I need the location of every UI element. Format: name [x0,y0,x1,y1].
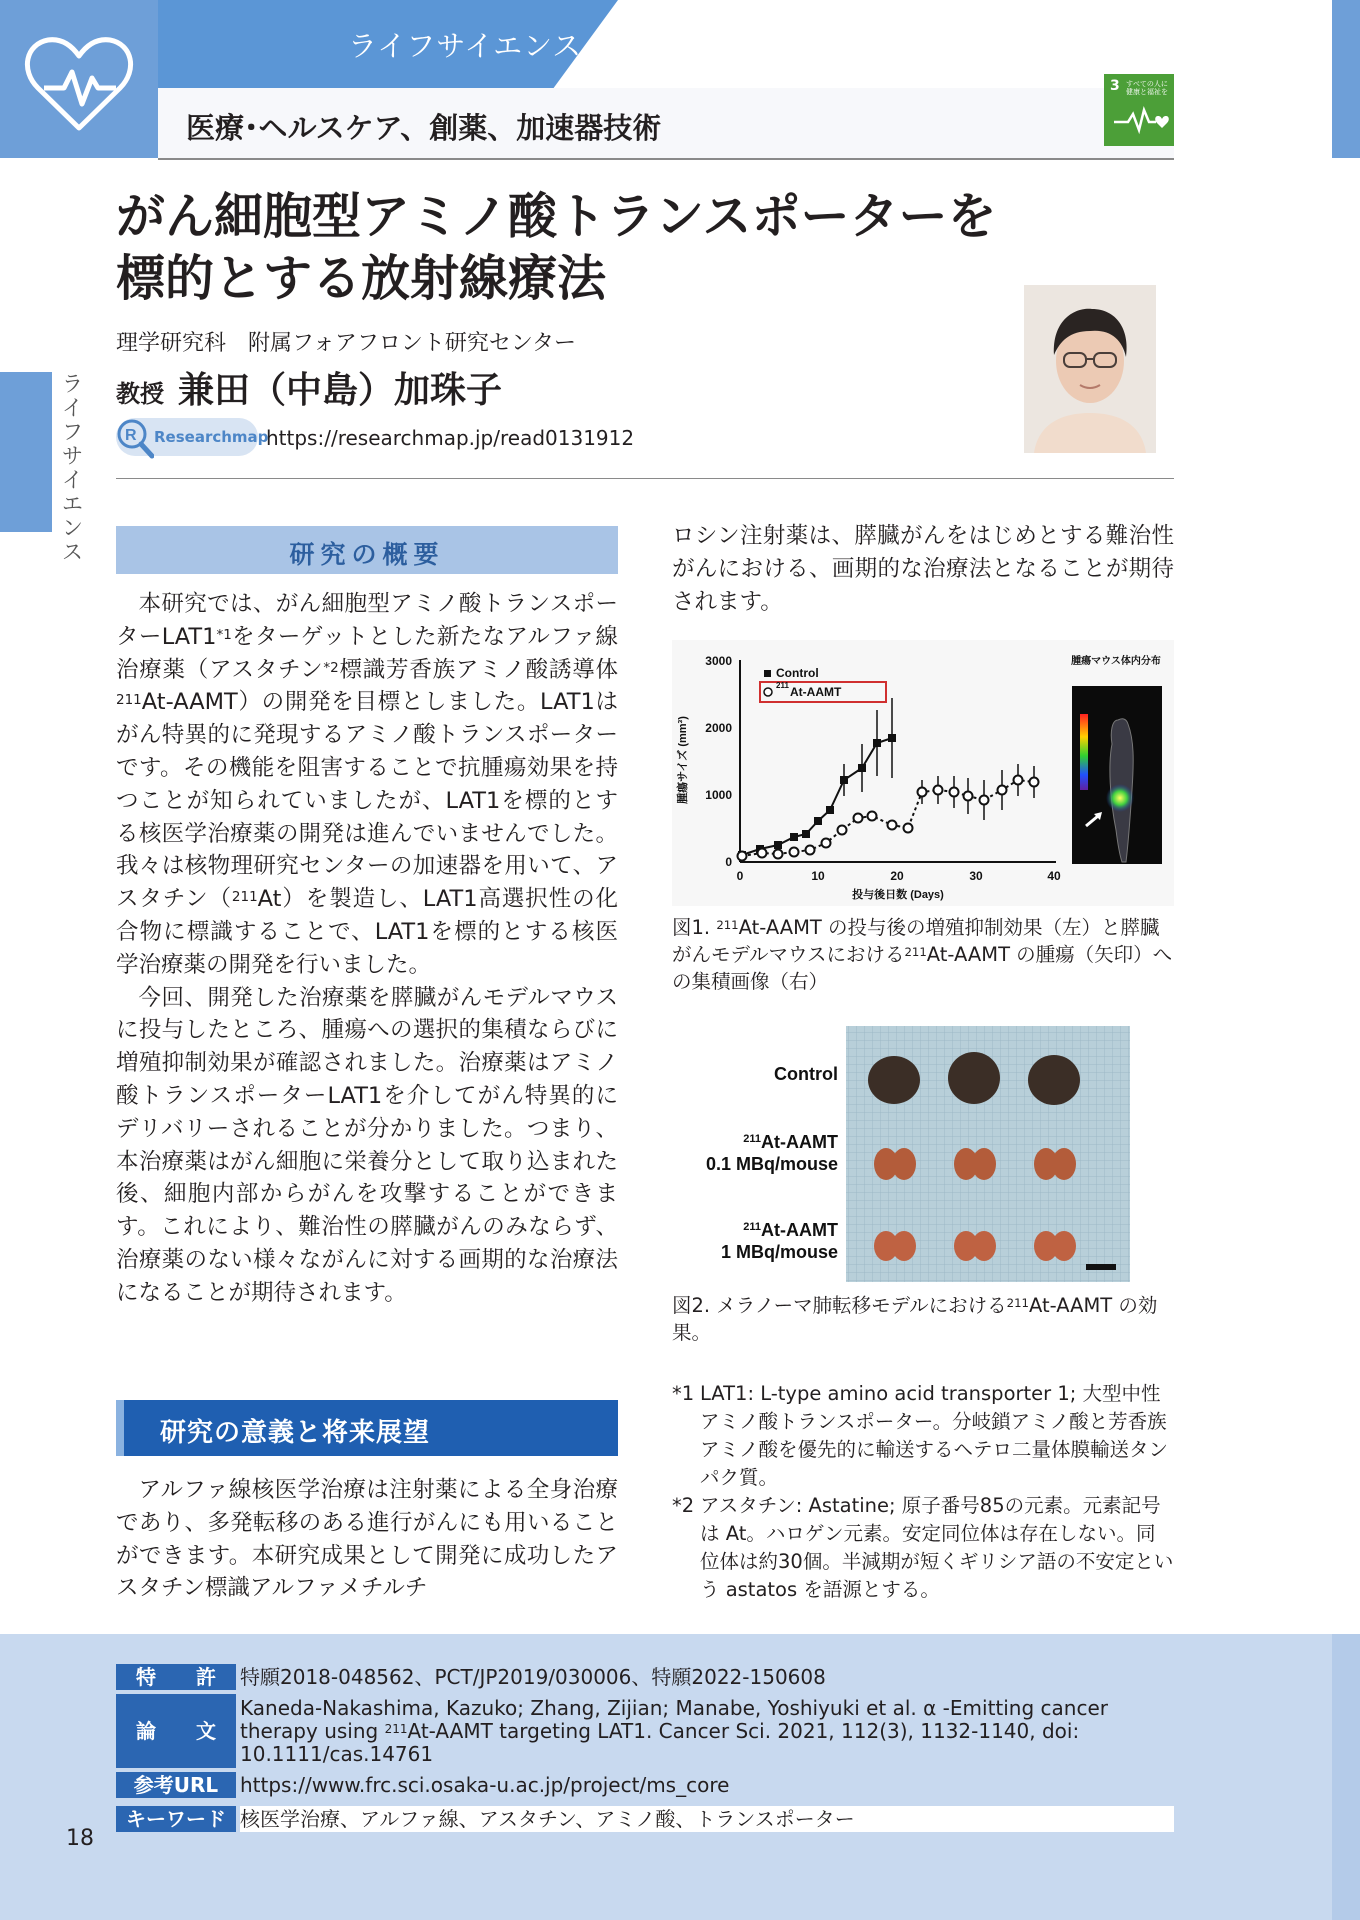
legend-control: Control [776,666,819,680]
row-label-dose-high: 1 MBq/mouse [720,1242,838,1262]
title-line-2: 標的とする放射線療法 [116,250,607,307]
overview-body [116,588,618,1310]
y-axis-label: 腫瘍サイズ (mm³) [677,716,689,804]
category-label: ライフサイエンス [348,29,583,63]
row-label-dose-low: 0.1 MBq/mouse [705,1154,838,1174]
row-label-aamt-high: $^{211}$At-AAMT [743,1220,838,1240]
x-tick-30: 30 [969,869,983,883]
footnote-1: *1 LAT1: L-type amino acid transporter 1; 大型中性アミノ酸トランスポーター。分岐鎖アミノ酸と芳香族アミノ酸を優先的に輸送するヘテロ二量体膜輸送タンパク質。 [672,1382,1169,1489]
url-row [116,1772,1174,1798]
patent-label: 特 許 [116,1664,236,1690]
x-tick-40: 40 [1047,869,1061,883]
sdg-badge [1104,74,1174,146]
side-index-tab [0,372,52,532]
title-divider [116,478,1174,479]
sdg-number: 3 [1110,78,1120,94]
legend-aamt-sup: 211 [776,681,789,690]
researchmap-label: Researchmap [154,428,269,446]
fields-bar [158,88,1174,158]
author-rank: 教授 [116,380,164,408]
header-divider [158,158,1174,160]
tumor-growth-chart [672,640,1174,906]
footnote-2: *2 アスタチン: Astatine; 原子番号85の元素。元素記号は At。ハロゲン元素。安定同位体は存在しない。同位体は約30個。半減期が短くギリシア語の不安定という astatos を語源とする。 [672,1494,1174,1601]
page-edge-tab-bottom [1332,1634,1360,1920]
portrait-illustration [1024,285,1156,453]
overview-heading: 研究の概要 [289,540,445,569]
side-index-label: ライフサイエンス [58,372,83,564]
department: 理学研究科 附属フォアフロント研究センター [116,331,577,356]
overview-heading-bar [116,526,618,574]
author-photo [1024,285,1156,453]
sdg-text: すべての人に健康と福祉を [1126,80,1168,96]
paper-row [116,1694,1174,1768]
significance-heading-bar [116,1400,618,1456]
heart-pulse-icon [0,0,158,158]
figure-1 [672,640,1174,906]
url-label: 参考URL [116,1772,236,1798]
fields-label: 医療･ヘルスケア、創薬、加速器技術 [186,111,662,145]
x-tick-0: 0 [736,869,744,883]
keyword-row [116,1806,1174,1832]
keyword-label: キーワード [116,1806,236,1832]
significance-heading: 研究の意義と将来展望 [160,1418,431,1448]
figure-2-caption: 図2. メラノーマ肺転移モデルにおける$^{211}$At-AAMT の効果。 [672,1294,1158,1344]
significance-paragraph: アルファ線核医学治療は注射薬による全身治療であり、多発転移のある進行がんにも用いることができます。本研究成果として開発に成功したアスタチン標識アルファメチルチ [116,1477,618,1602]
footnotes [672,1380,1174,1604]
paper-value: Kaneda-Nakashima, Kazuko; Zhang, Zijian; Manabe, Yoshiyuki et al. α -Emitting cancer therapy using $^{211}$At-AAMT targeting LAT1. Cancer Sci. 2021, 112(3), 1132-1140, doi: 10.1111/cas.14761 [240,1696,1108,1766]
figure-2 [672,1024,1174,1286]
category-icon-box [0,0,158,158]
y-tick-3000: 3000 [705,654,732,668]
patent-value: 特願2018-048562、PCT/JP2019/030006、特願2022-150608 [240,1665,826,1689]
x-tick-20: 20 [890,869,904,883]
x-axis-label: 投与後日数 (Days) [852,889,944,901]
y-tick-2000: 2000 [705,721,732,735]
figure-1-caption: 図1. $^{211}$At-AAMT の投与後の増殖抑制効果（左）と膵臓がんモデルマウスにおける$^{211}$At-AAMT の腫瘍（矢印）への集積画像（右） [672,916,1173,993]
significance-body [116,1474,618,1605]
lung-photo-panel [672,1024,1174,1286]
keyword-value: 核医学治療、アルファ線、アスタチン、アミノ酸、トランスポーター [240,1806,1174,1832]
significance-continuation: ロシン注射薬は、膵臓がんをはじめとする難治性がんにおける、画期的な治療法となることが期待されます。 [672,523,1174,615]
sdg-heartbeat-icon [1104,74,1174,146]
paper-label: 論 文 [116,1694,236,1768]
magnifier-icon [114,416,154,460]
overview-paragraph-2: 今回、開発した治療薬を膵臓がんモデルマウスに投与したところ、腫瘍への選択的集積ならびに増殖抑制効果が確認されました。治療薬はアミノ酸トランスポーターLAT1を介してがん特異的にデリバリーされることが分かりました。つまり、本治療薬はがん細胞に栄養分として取り込まれた後、細胞内部からがんを攻撃することができます。これにより、難治性の膵臓がんのみならず、治療薬のない様々ながんに対する画期的な治療法になることが期待されます。 [116,984,618,1306]
article-title [116,186,1076,310]
researchmap-url[interactable]: https://researchmap.jp/read0131912 [266,426,635,450]
reference-url[interactable]: https://www.frc.sci.osaka-u.ac.jp/project/ms_core [240,1773,730,1797]
patent-row [116,1664,1174,1690]
scale-bar [1086,1264,1116,1270]
inset-title: 腫瘍マウス体内分布 [1071,656,1161,667]
researchmap-badge[interactable] [116,418,269,456]
heading-accent [116,1400,124,1456]
overview-paragraph-1: 本研究では、がん細胞型アミノ酸トランスポーターLAT1$^{*1}$をターゲットとした新たなアルファ線治療薬（アスタチン$^{*2}$標識芳香族アミノ酸誘導体$^{211}$At-AAMT）の開発を目標としました。LAT1はがん特異的に発現するアミノ酸トランスポーターです。その機能を阻害することで抗腫瘍効果を持つことが知られていましたが、LAT1を標的とする核医学治療薬の開発は進んでいませんでした。我々は核物理研究センターの加速器を用いて、アスタチン（$^{211}$At）を製造し、LAT1高選択性の化合物に標識することで、LAT1を標的とする核医学治療薬の開発を行いました。 [116,591,618,978]
y-tick-0: 0 [725,855,732,869]
row-label-aamt-low: $^{211}$At-AAMT [743,1132,838,1152]
svg-text:R: R [125,427,137,444]
title-line-1: がん細胞型アミノ酸トランスポーターを [116,188,997,245]
page-number: 18 [66,1826,94,1851]
page-edge-tab-top [1332,0,1360,158]
x-tick-10: 10 [811,869,825,883]
y-tick-1000: 1000 [705,788,732,802]
control-lungs [868,1052,1080,1105]
legend-aamt: At-AAMT [790,685,842,699]
author-name: 兼田（中島）加珠子 [178,370,503,411]
row-label-control: Control [774,1064,838,1084]
